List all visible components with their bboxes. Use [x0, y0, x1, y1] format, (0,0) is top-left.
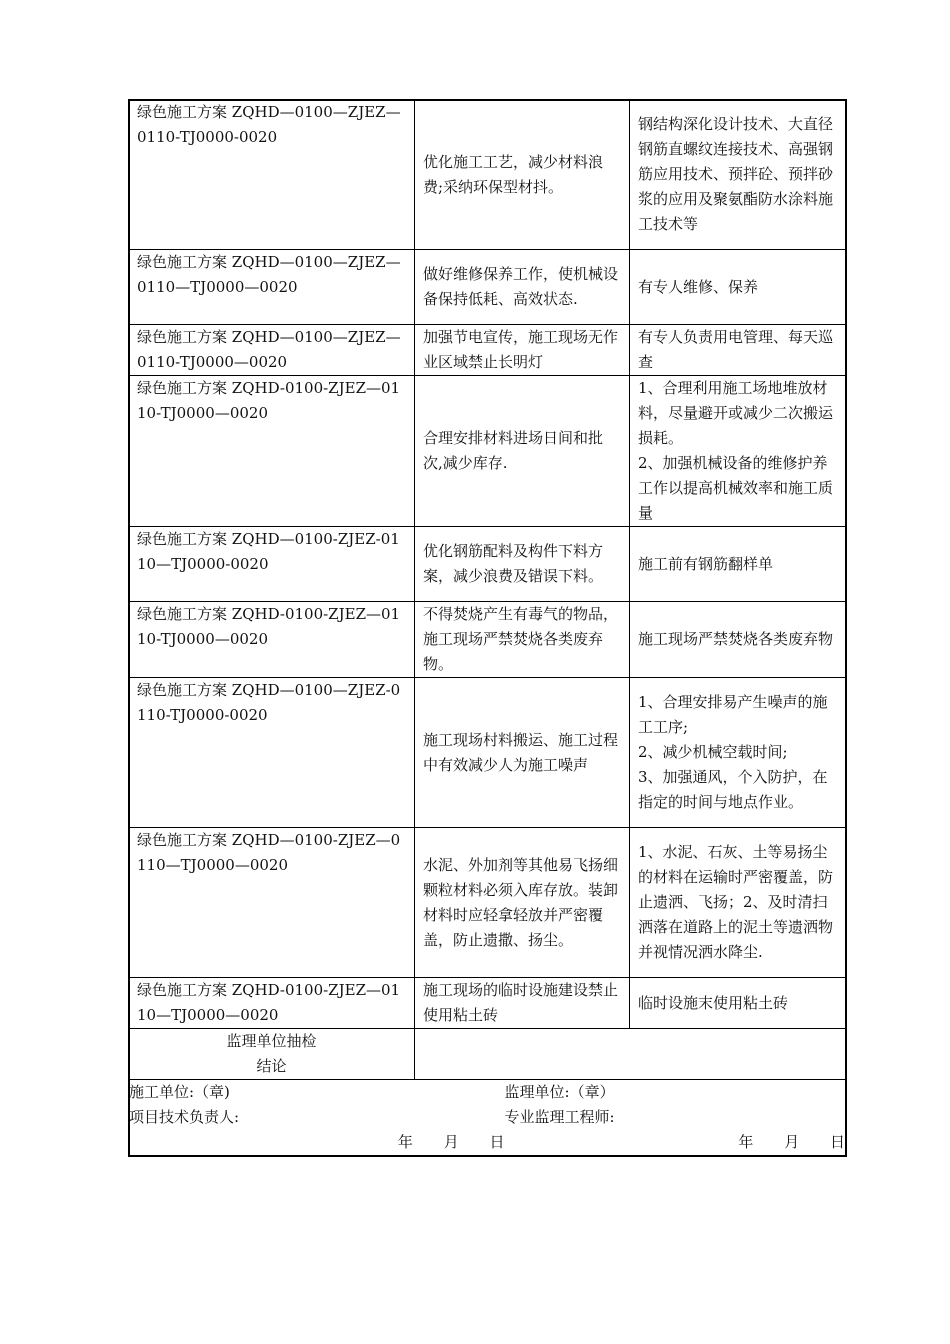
measure-cell: 合理安排材料进场日间和批次,减少库存. [415, 376, 630, 527]
signature-cell [129, 1080, 846, 1156]
table-row [129, 250, 846, 325]
year-label: 年 [397, 1133, 413, 1151]
plan-cell: 绿色施工方案 ZQHD—0100-ZJEZ—0110—TJ0000—0020 [129, 828, 415, 978]
inspection-form [128, 99, 845, 1156]
plan-cell: 绿色施工方案 ZQHD—0100—ZJEZ—0110-TJ0000-0020 [129, 100, 415, 250]
plan-cell: 绿色施工方案 ZQHD-0100-ZJEZ—0110-TJ0000—0020 [129, 602, 415, 678]
measure-cell: 不得焚烧产生有毒气的物品，施工现场严禁焚烧各类废弃物。 [415, 602, 630, 678]
plan-cell: 绿色施工方案 ZQHD—0100—ZJEZ—0110-TJ0000—0020 [129, 325, 415, 376]
conclusion-row [129, 1029, 846, 1080]
table-body [129, 100, 846, 1156]
result-cell: 钢结构深化设计技术、大直径钢筋直螺纹连接技术、高强钢筋应用技术、预拌砼、预拌砂浆的应用及聚氨酯防水涂料施工技术等 [630, 100, 846, 250]
result-cell: 1、合理利用施工场地堆放材料，尽量避开或减少二次搬运损耗。 2、加强机械设备的维修护养工作以提高机械效率和施工质量 [630, 376, 846, 527]
table-row [129, 527, 846, 602]
conclusion-label-line1: 监理单位抽检 [226, 1032, 317, 1050]
signature-row [129, 1080, 846, 1156]
table-row [129, 376, 846, 527]
plan-cell: 绿色施工方案 ZQHD-0100-ZJEZ—0110—TJ0000—0020 [129, 978, 415, 1029]
supervisor-date [505, 1130, 845, 1155]
supervisor-unit: 监理单位:（章） [504, 1083, 615, 1101]
plan-cell: 绿色施工方案 ZQHD—0100—ZJEZ—0110—TJ0000—0020 [129, 250, 415, 325]
plan-cell: 绿色施工方案 ZQHD—0100—ZJEZ-0110-TJ0000-0020 [129, 678, 415, 828]
plan-cell: 绿色施工方案 ZQHD-0100-ZJEZ—0110-TJ0000—0020 [129, 376, 415, 527]
measures-table [128, 99, 846, 1156]
conclusion-value [415, 1029, 846, 1080]
conclusion-label [129, 1029, 415, 1080]
contractor-unit: 施工单位:（章) [129, 1083, 230, 1101]
day-label: 日 [829, 1133, 845, 1151]
supervisor-person: 专业监理工程师: [504, 1108, 615, 1126]
measure-cell: 优化施工工艺，减少材料浪费;采纳环保型材抖。 [415, 100, 630, 250]
table-row [129, 100, 846, 250]
measure-cell: 施工现场村料搬运、施工过程中有效减少人为施工噪声 [415, 678, 630, 828]
result-cell: 临时设施末使用粘土砖 [630, 978, 846, 1029]
table-row [129, 828, 846, 978]
measure-cell: 优化钢筋配料及构件下料方案，减少浪费及错误下料。 [415, 527, 630, 602]
signature-table [129, 1080, 845, 1155]
measure-cell: 水泥、外加剂等其他易飞扬细颗粒材料必须入库存放。装卸材料时应轻拿轻放并严密覆盖，防止遗撒、扬尘。 [415, 828, 630, 978]
result-cell: 有专人负责用电管理、每天巡查 [630, 325, 846, 376]
contractor-signature [129, 1080, 505, 1155]
result-cell: 施工现场严禁焚烧各类废弃物 [630, 602, 846, 678]
conclusion-label-line2: 结论 [256, 1057, 287, 1075]
day-label: 日 [489, 1133, 505, 1151]
year-label: 年 [738, 1133, 754, 1151]
month-label: 月 [784, 1133, 800, 1151]
contractor-date [129, 1130, 505, 1155]
result-cell: 施工前有钢筋翻样单 [630, 527, 846, 602]
table-row [129, 678, 846, 828]
table-row [129, 325, 846, 376]
table-row [129, 602, 846, 678]
result-cell: 有专人维修、保养 [630, 250, 846, 325]
measure-cell: 做好维修保养工作，使机械设备保持低耗、高效状态. [415, 250, 630, 325]
measure-cell: 施工现场的临时设施建设禁止使用粘土砖 [415, 978, 630, 1029]
table-row [129, 978, 846, 1029]
supervisor-signature [505, 1080, 845, 1155]
month-label: 月 [443, 1133, 459, 1151]
result-cell: 1、水泥、石灰、土等易扬尘的材料在运输时严密覆盖，防止遗洒、飞扬；2、及时清扫洒落在道路上的泥土等遗洒物并视情况洒水降尘. [630, 828, 846, 978]
contractor-person: 项目技术负责人: [129, 1108, 240, 1126]
measure-cell: 加强节电宣传，施工现场无作业区域禁止长明灯 [415, 325, 630, 376]
plan-cell: 绿色施工方案 ZQHD—0100-ZJEZ-0110—TJ0000-0020 [129, 527, 415, 602]
result-cell: 1、合理安排易产生噪声的施工工序; 2、减少机械空载时间; 3、加强通风，个入防护，在指定的时间与地点作业。 [630, 678, 846, 828]
